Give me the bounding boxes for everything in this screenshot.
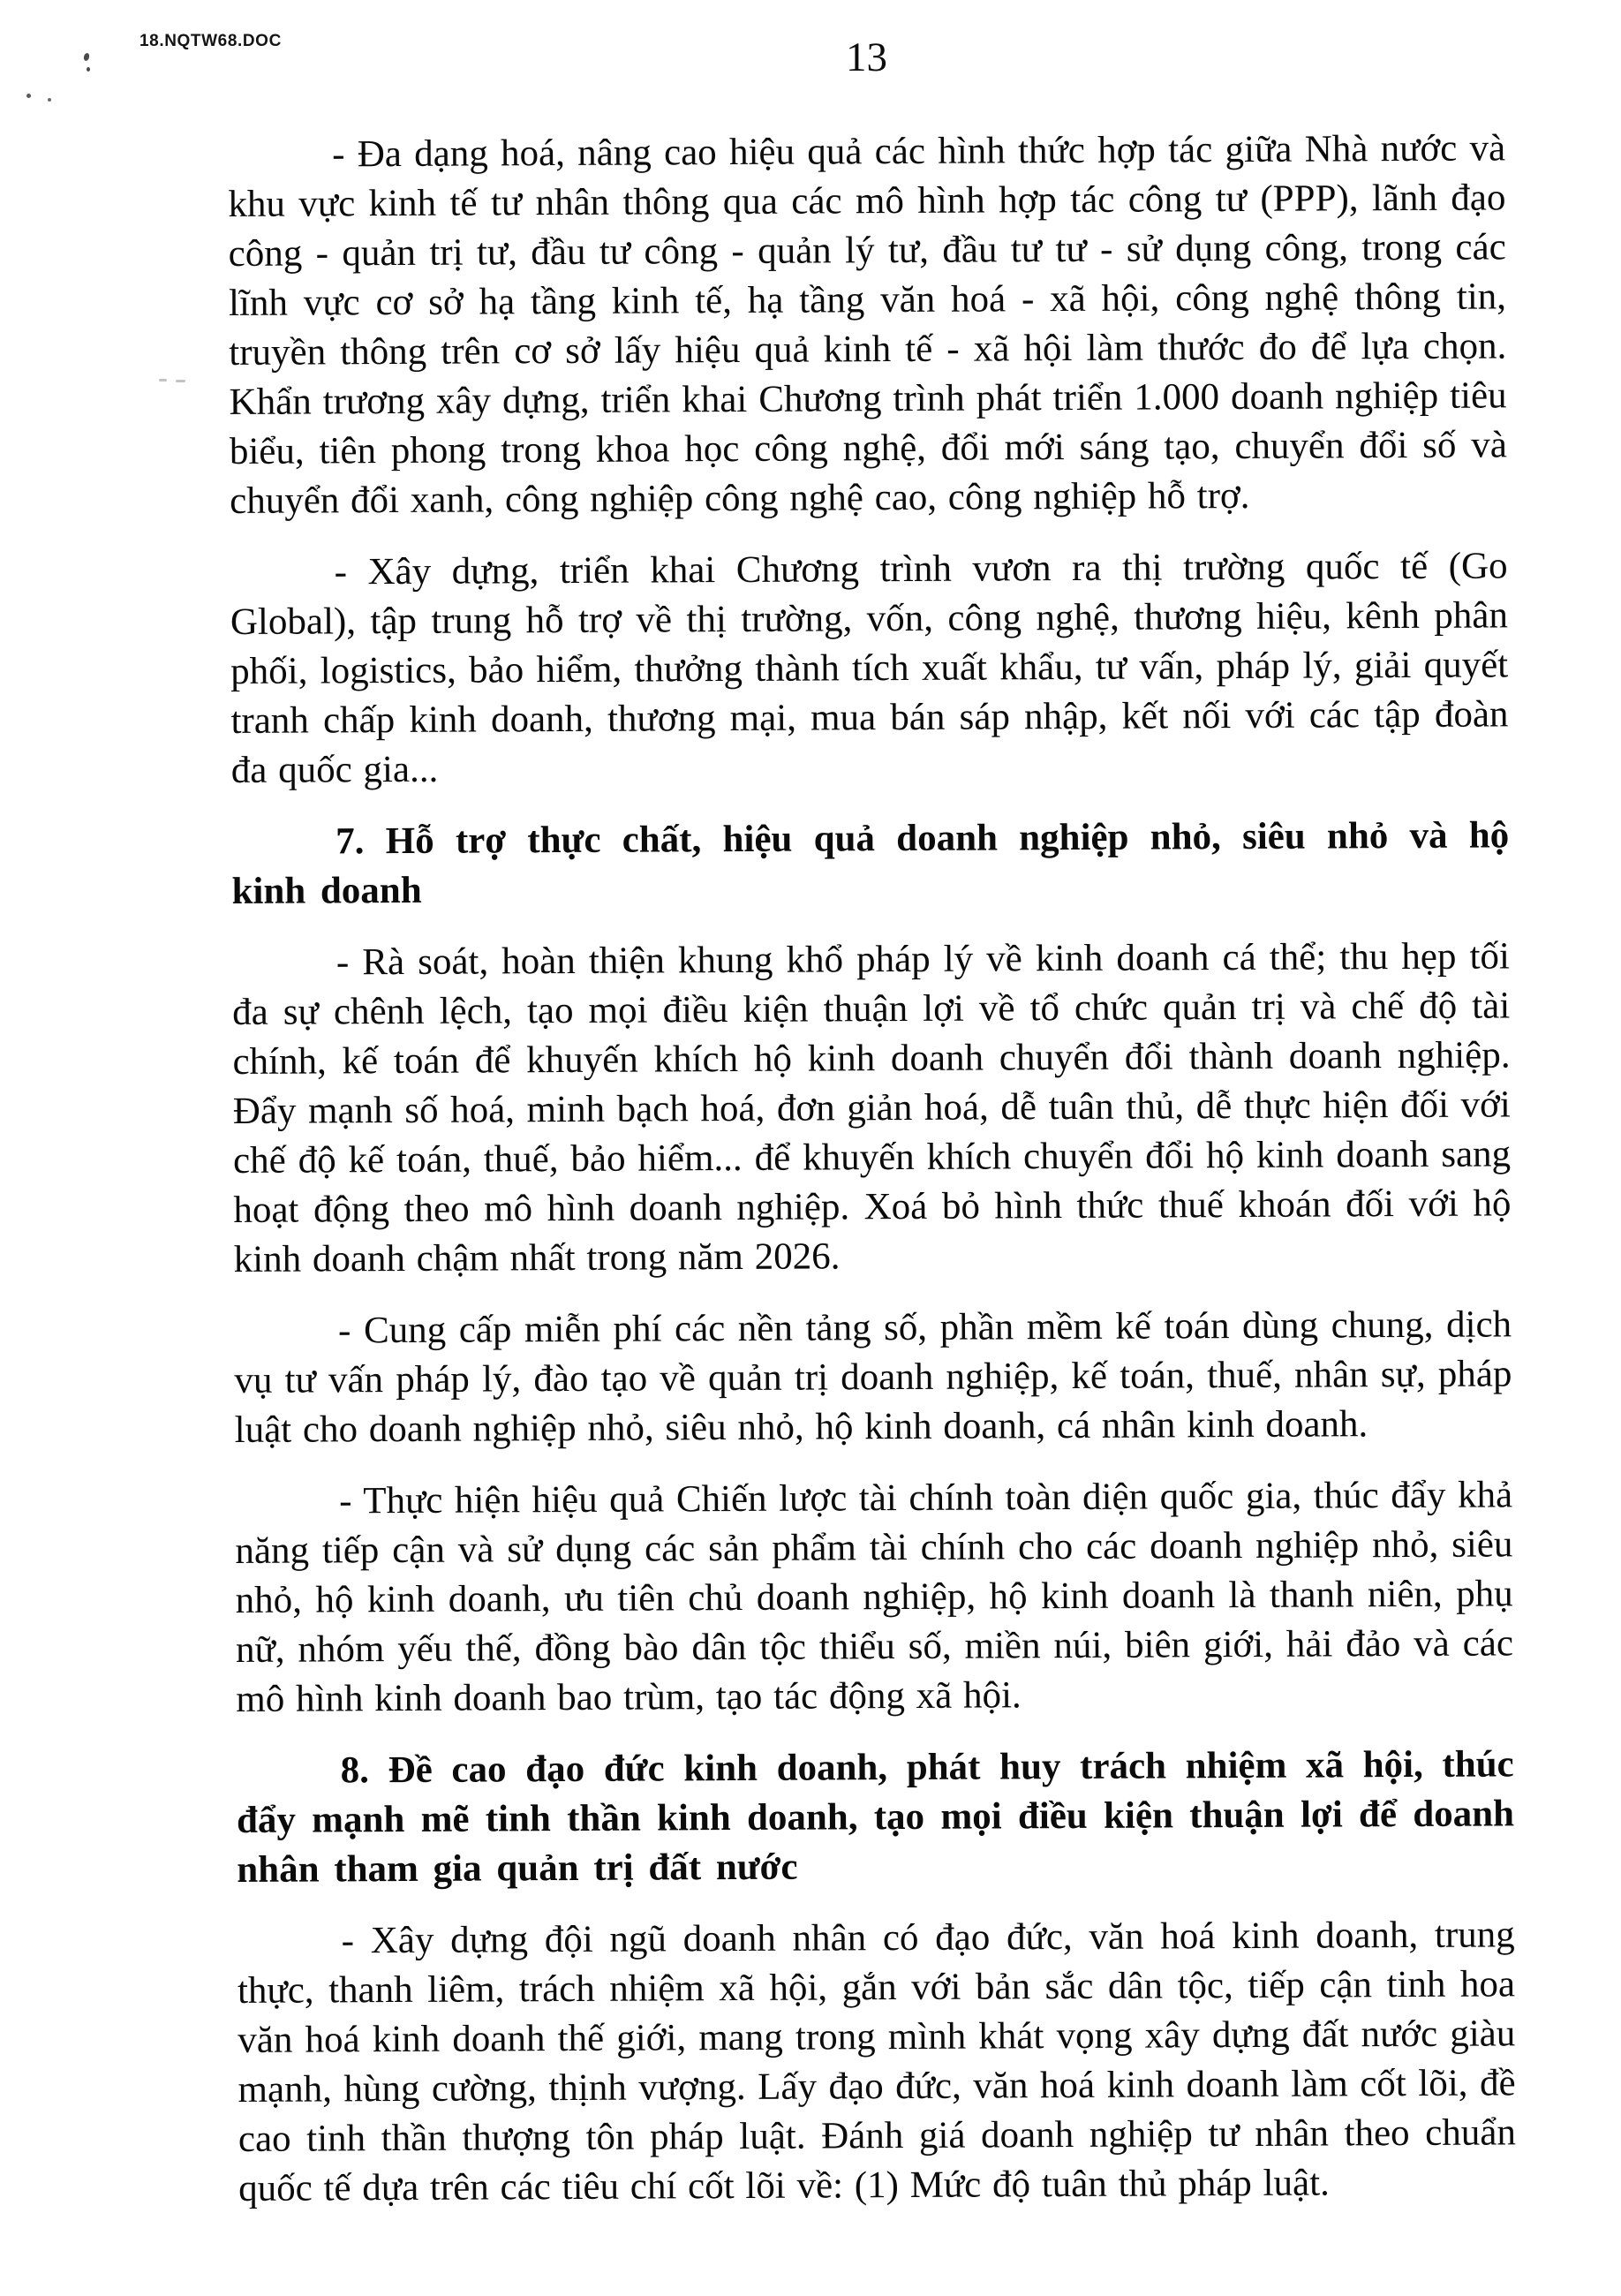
page-number: 13 — [846, 34, 887, 80]
header-file-label: 18.NQTW68.DOC — [139, 32, 282, 50]
document-body — [228, 124, 1516, 2214]
scan-speck — [83, 52, 90, 61]
scan-speck — [159, 379, 167, 381]
paragraph-household-business-legal: - Rà soát, hoàn thiện khung khổ pháp lý về kinh doanh cá thể; thu hẹp tối đa sự chênh lệch, tạo mọi điều kiện thuận lợi về tổ chức quản trị và chế độ tài chính, kế toán để khuyến khích hộ kinh doanh chuyển đổi thành doanh nghiệp. Đẩy mạnh số hoá, minh bạch hoá, đơn giản hoá, dễ tuân thủ, dễ thực hiện đối với chế độ kế toán, thuế, bảo hiểm... để khuyến khích chuyển đổi hộ kinh doanh sang hoạt động theo mô hình doanh nghiệp. Xoá bỏ hình thức thuế khoán đối với hộ kinh doanh chậm nhất trong năm 2026. — [232, 935, 1512, 1280]
paragraph-free-platforms: - Cung cấp miễn phí các nền tảng số, phần mềm kế toán dùng chung, dịch vụ tư vấn pháp lý, đào tạo về quản trị doanh nghiệp, kế toán, thuế, nhân sự, pháp luật cho doanh nghiệp nhỏ, siêu nhỏ, hộ kinh doanh, cá nhân kinh doanh. — [234, 1303, 1512, 1451]
section-heading-7: 7. Hỗ trợ thực chất, hiệu quả doanh nghiệp nhỏ, siêu nhỏ và hộ kinh doanh — [231, 814, 1510, 912]
scan-speck — [48, 98, 51, 102]
scan-speck — [87, 67, 90, 72]
paragraph-diversify-ppp: - Đa dạng hoá, nâng cao hiệu quả các hình thức hợp tác giữa Nhà nước và khu vực kinh tế tư nhân thông qua các mô hình hợp tác công tư (PPP), lãnh đạo công - quản trị tư, đầu tư công - quản lý tư, đầu tư tư - sử dụng công, trong các lĩnh vực cơ sở hạ tầng kinh tế, hạ tầng văn hoá - xã hội, công nghệ thông tin, truyền thông trên cơ sở lấy hiệu quả kinh tế - xã hội làm thước đo để lựa chọn. Khẩn trương xây dựng, triển khai Chương trình phát triển 1.000 doanh nghiệp tiêu biểu, tiên phong trong khoa học công nghệ, đổi mới sáng tạo, chuyển đổi số và chuyển đổi xanh, công nghiệp công nghệ cao, công nghiệp hỗ trợ. — [228, 127, 1508, 522]
paragraph-go-global: - Xây dựng, triển khai Chương trình vươn ra thị trường quốc tế (Go Global), tập trung hỗ trợ về thị trường, vốn, công nghệ, thương hiệu, kênh phân phối, logistics, bảo hiểm, thưởng thành tích xuất khẩu, tư vấn, pháp lý, giải quyết tranh chấp kinh doanh, thương mại, mua bán sáp nhập, kết nối với các tập đoàn đa quốc gia... — [230, 545, 1509, 791]
section-heading-8: 8. Đề cao đạo đức kinh doanh, phát huy trách nhiệm xã hội, thúc đẩy mạnh mẽ tinh thần kinh doanh, tạo mọi điều kiện thuận lợi để doanh nhân tham gia quản trị đất nước — [236, 1743, 1515, 1891]
scan-speck — [26, 94, 31, 98]
scan-speck — [176, 380, 185, 382]
paragraph-entrepreneur-ethics: - Xây dựng đội ngũ doanh nhân có đạo đức, văn hoá kinh doanh, trung thực, thanh liêm, trách nhiệm xã hội, gắn với bản sắc dân tộc, tiếp cận tinh hoa văn hoá kinh doanh thế giới, mang trong mình khát vọng xây dựng đất nước giàu mạnh, hùng cường, thịnh vượng. Lấy đạo đức, văn hoá kinh doanh làm cốt lõi, đề cao tinh thần thượng tôn pháp luật. Đánh giá doanh nghiệp tư nhân theo chuẩn quốc tế dựa trên các tiêu chí cốt lõi về: (1) Mức độ tuân thủ pháp luật. — [237, 1914, 1517, 2209]
paragraph-financial-inclusion: - Thực hiện hiệu quả Chiến lược tài chính toàn diện quốc gia, thúc đẩy khả năng tiếp cận và sử dụng các sản phẩm tài chính cho các doanh nghiệp nhỏ, siêu nhỏ, hộ kinh doanh, ưu tiên chủ doanh nghiệp, hộ kinh doanh là thanh niên, phụ nữ, nhóm yếu thế, đồng bào dân tộc thiểu số, miền núi, biên giới, hải đảo và các mô hình kinh doanh bao trùm, tạo tác động xã hội. — [235, 1474, 1514, 1720]
